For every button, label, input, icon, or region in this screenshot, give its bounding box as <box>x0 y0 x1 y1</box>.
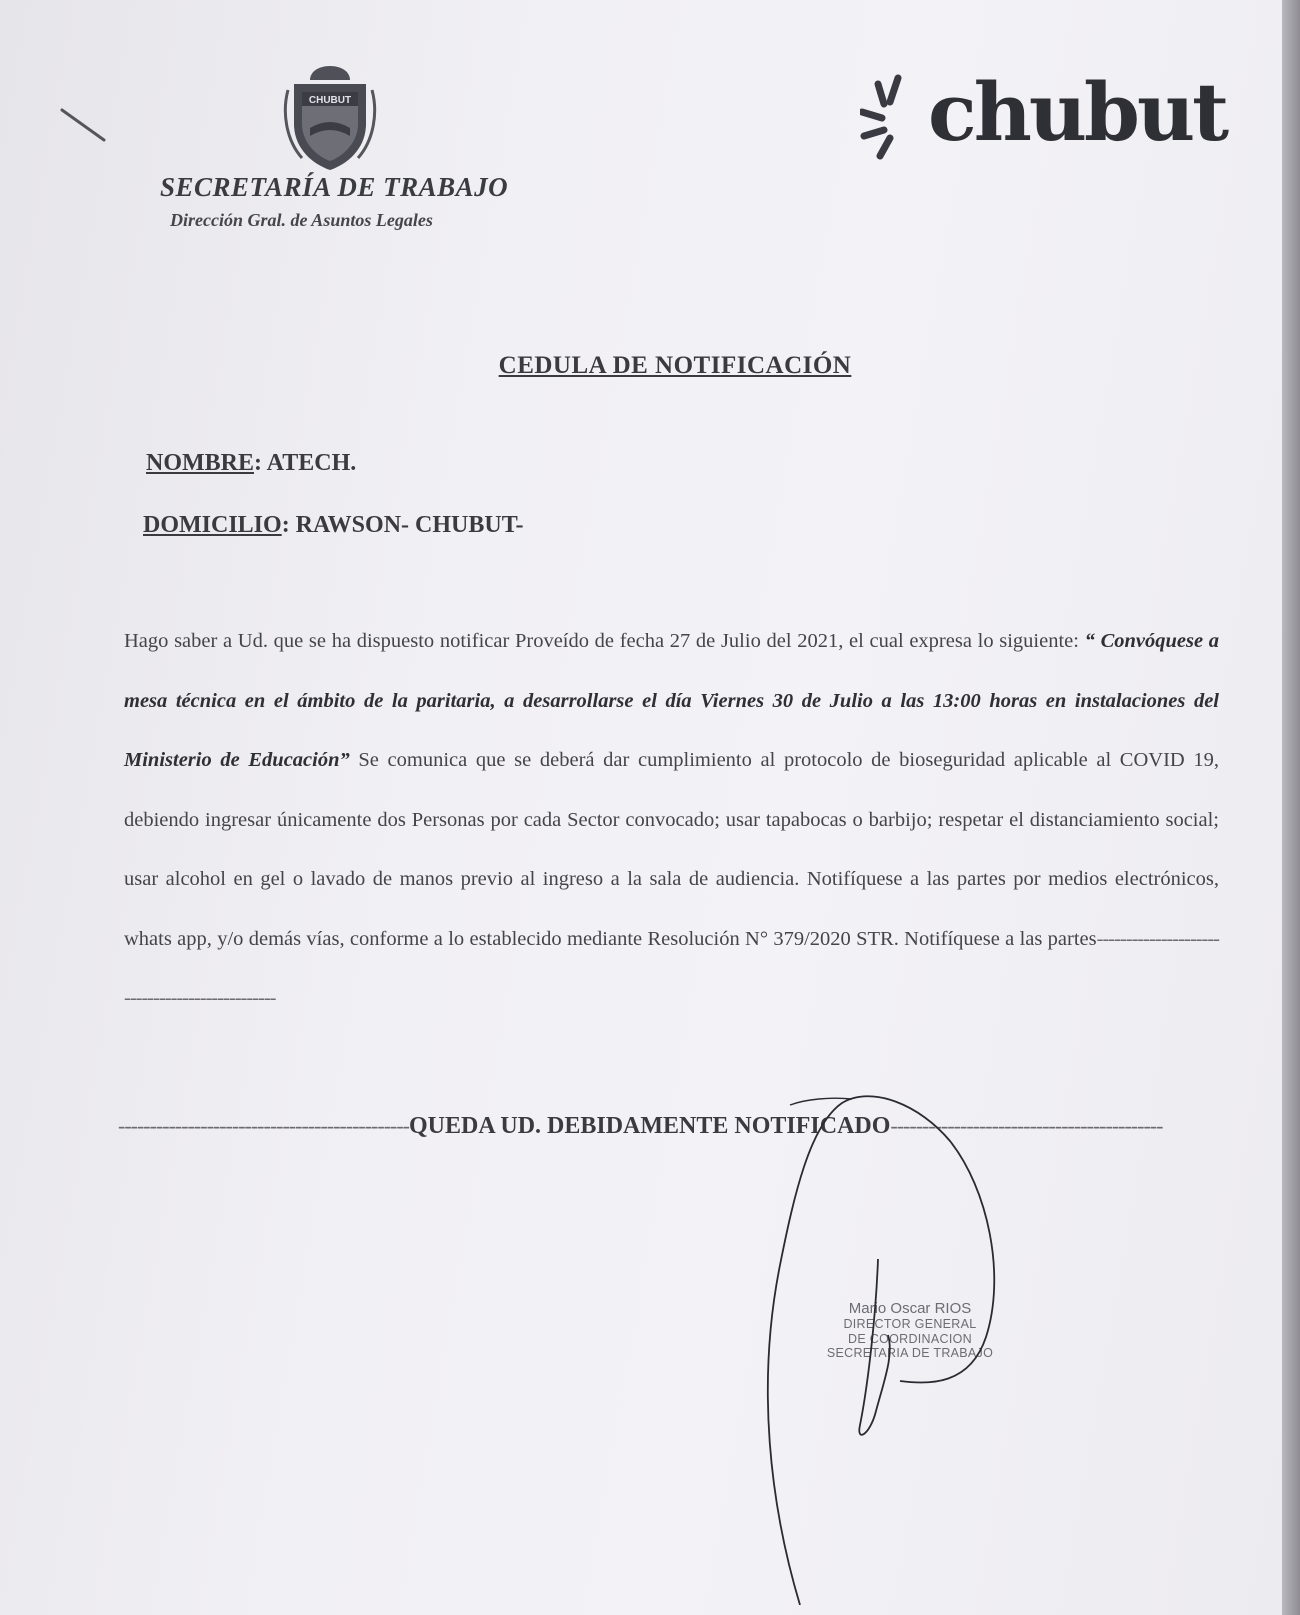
brand-wordmark: chubut <box>928 65 1227 159</box>
domicilio-label: DOMICILIO <box>143 512 282 538</box>
notified-left-dashes: ---------------------------------------------- <box>118 1113 410 1138</box>
handwritten-signature <box>760 1085 1040 1605</box>
stamp-name: Mario Oscar RIOS <box>848 1300 972 1317</box>
nombre-field <box>146 450 356 477</box>
sun-rays-icon <box>860 68 930 178</box>
body-dashes: ----------------------------------------------- <box>124 927 1219 1009</box>
notification-body <box>124 612 1219 1029</box>
body-rest: Se comunica que se deberá dar cumplimiento al protocolo de bioseguridad aplicable al COVID 19, debiendo ingresar únicamente dos Personas por cada Sector convocado; usar tapabocas o barbijo; respetar el distanciamiento social; usar alcohol en gel o lavado de manos previo al ingreso a la sala de audiencia. Notifíquese a las partes por medios electrónicos, whats app, y/o demás vías, conforme a lo establecido mediante Resolución N° 379/2020 STR. Notifíquese a las partes <box>124 749 1220 950</box>
shield-text: CHUBUT <box>308 95 352 106</box>
domicilio-value: : RAWSON- CHUBUT- <box>281 512 524 538</box>
document-title: CEDULA DE NOTIFICACIÓN <box>498 352 852 379</box>
chubut-brand-logo <box>860 65 1227 178</box>
province-shield-logo <box>280 62 380 174</box>
direccion-subtitle: Dirección Gral. de Asuntos Legales <box>170 210 433 230</box>
notified-text: QUEDA UD. DEBIDAMENTE NOTIFICADO <box>409 1113 891 1139</box>
nombre-value: : ATECH. <box>254 450 357 476</box>
secretaria-title: SECRETARÍA DE TRABAJO <box>160 172 509 202</box>
stamp-line-2: DE COORDINACION <box>848 1331 972 1346</box>
body-quote: “ Convóquese a mesa técnica en el ámbito de la paritaria, a desarrollarse el día Viernes 30 de Julio a las 13:00 horas en instalaciones del Ministerio de Educación” <box>124 630 1220 771</box>
pen-mark <box>60 108 110 148</box>
notified-right-dashes: ------------------------------------------- <box>890 1113 1163 1138</box>
domicilio-field <box>143 512 524 539</box>
body-intro: Hago saber a Ud. que se ha dispuesto notificar Proveído de fecha 27 de Julio del 2021, el cual expresa lo siguiente: <box>124 630 1085 652</box>
nombre-label: NOMBRE <box>146 450 254 476</box>
stamp-line-1: DIRECTOR GENERAL <box>843 1317 977 1332</box>
stamp-line-3: SECRETARIA DE TRABAJO <box>826 1346 994 1360</box>
page-edge-shadow <box>1282 0 1300 1615</box>
